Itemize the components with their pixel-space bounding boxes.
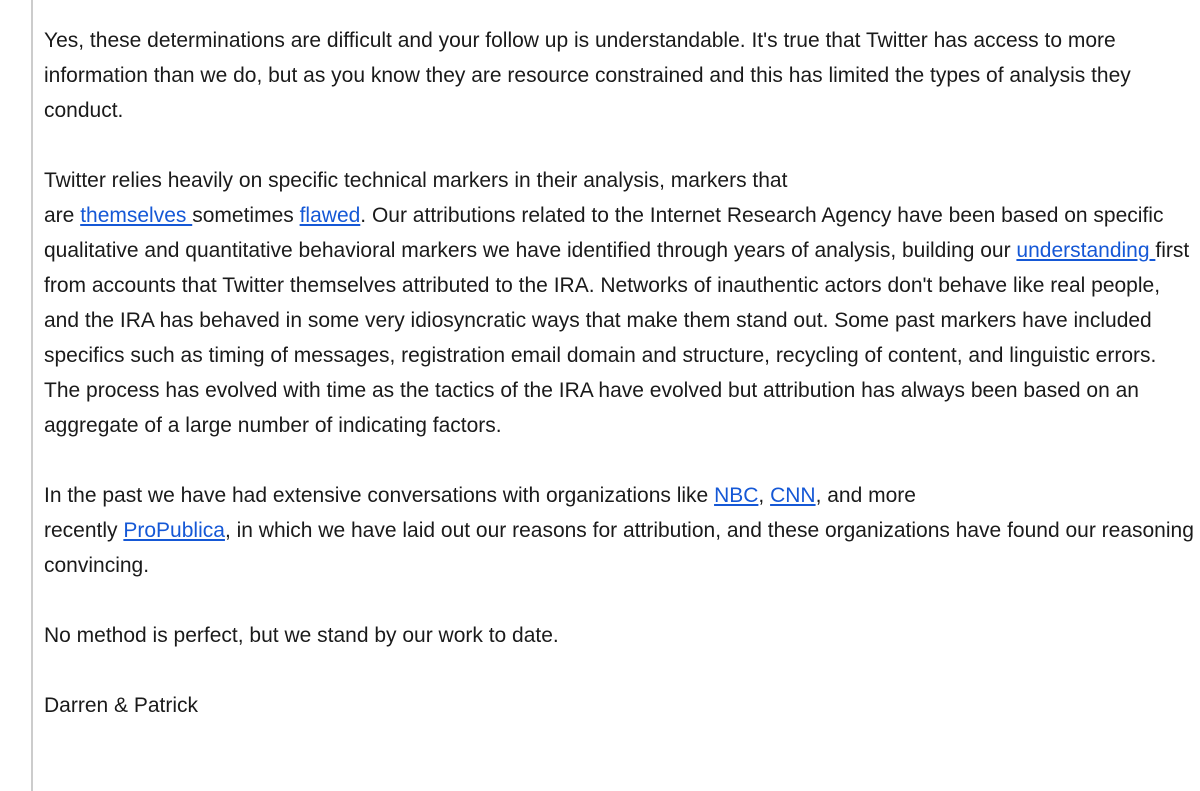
quote-bar xyxy=(31,0,33,791)
paragraph-technical-markers xyxy=(44,163,1194,443)
conversations-text-intro: In the past we have had extensive conversations with organizations like xyxy=(44,484,715,507)
paragraph-no-method xyxy=(44,618,1194,653)
markers-text-sometimes: sometimes xyxy=(192,204,300,227)
paragraph-determinations-text: Yes, these determinations are difficult and your follow up is understandable. It's true that Twitter has access to more information than we do, but as you know they are resource constrained and this has limited the types of analysis they conduct. xyxy=(44,29,1131,122)
link-cnn[interactable]: CNN xyxy=(770,484,816,507)
signature xyxy=(44,688,1194,723)
link-nbc[interactable]: NBC xyxy=(714,484,759,507)
conversations-text-and-more: , and more xyxy=(815,484,916,507)
markers-intro-text: Twitter relies heavily on specific technical markers in their analysis, markers that xyxy=(44,169,788,192)
markers-text-are: are xyxy=(44,204,81,227)
link-themselves[interactable]: themselves xyxy=(80,204,193,227)
paragraph-determinations xyxy=(44,23,1194,128)
conversations-text-reasoning: , in which we have laid out our reasons for attribution, and these organizations have found our reasoning convincing. xyxy=(44,519,1194,577)
link-flawed[interactable]: flawed xyxy=(299,204,361,227)
signature-text: Darren & Patrick xyxy=(44,694,199,717)
paragraph-no-method-text: No method is perfect, but we stand by our work to date. xyxy=(44,624,559,647)
link-understanding[interactable]: understanding xyxy=(1016,239,1156,262)
markers-text-networks: first from accounts that Twitter themselves attributed to the IRA. Networks of inauthentic actors don't behave like real people, and the IRA has behaved in some very idiosyncratic ways that make them stand out. Some past markers have included specifics such as timing of messages, registration email domain and structure, recycling of content, and linguistic errors. The process has evolved with time as the tactics of the IRA have evolved but attribution has always been based on an aggregate of a large number of indicating factors. xyxy=(44,239,1190,437)
paragraph-conversations xyxy=(44,478,1194,583)
conversations-text-recently: recently xyxy=(44,519,124,542)
email-body xyxy=(44,23,1194,758)
link-propublica[interactable]: ProPublica xyxy=(123,519,225,542)
conversations-text-comma: , xyxy=(758,484,771,507)
markers-text-attributions: . Our attributions related to the Internet Research Agency have been based on specific qualitative and quantitative behavioral markers we have identified through years of analysis, building our xyxy=(44,204,1164,262)
